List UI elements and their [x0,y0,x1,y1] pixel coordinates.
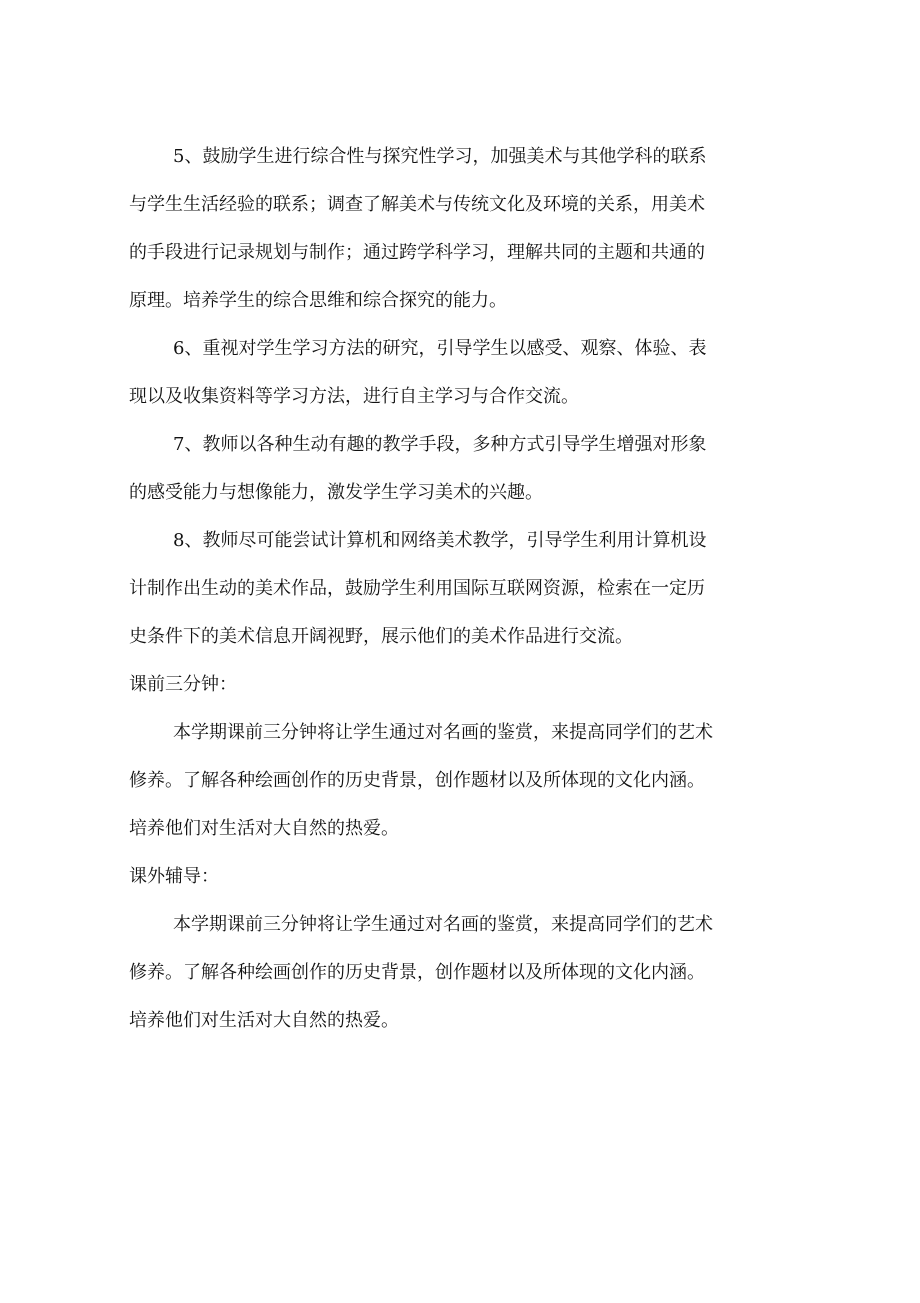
section-extracurricular [129,853,784,1045]
text-line: 本学期课前三分钟将让学生通过对名画的鉴赏，来提高同学们的艺术 [173,722,713,743]
text-line: 培养他们对生活对大自然的热爱。 [129,818,399,839]
text-line: 修养。了解各种绘画创作的历史背景，创作题材以及所体现的文化内涵。 [129,770,705,791]
text-line: 史条件下的美术信息开阔视野，展示他们的美术作品进行交流。 [129,626,633,647]
text-line: 的感受能力与想像能力，激发学生学习美术的兴趣。 [129,482,543,503]
text-line: 培养他们对生活对大自然的热爱。 [129,1010,399,1031]
text-line: 与学生生活经验的联系；调查了解美术与传统文化及环境的关系，用美术 [129,194,705,215]
paragraph-item-5 [129,133,784,325]
text-line: 现以及收集资料等学习方法，进行自主学习与合作交流。 [129,386,579,407]
paragraph-item-6 [129,325,784,421]
paragraph-item-8 [129,517,784,661]
text-line: 计制作出生动的美术作品，鼓励学生利用国际互联网资源，检索在一定历 [129,578,705,599]
text-line: 8、教师尽可能尝试计算机和网络美术教学，引导学生利用计算机设 [173,530,707,551]
section-pre-class [129,661,784,853]
text-line: 6、重视对学生学习方法的研究，引导学生以感受、观察、体验、表 [173,338,707,359]
text-line: 5、鼓励学生进行综合性与探究性学习，加强美术与其他学科的联系 [173,146,707,167]
text-line: 本学期课前三分钟将让学生通过对名画的鉴赏，来提高同学们的艺术 [173,914,713,935]
document-body [129,133,784,1045]
paragraph-item-7 [129,421,784,517]
text-line: 原理。培养学生的综合思维和综合探究的能力。 [129,290,507,311]
section-heading: 课前三分钟： [129,674,237,695]
section-heading: 课外辅导： [129,866,219,887]
text-line: 7、教师以各种生动有趣的教学手段，多种方式引导学生增强对形象 [173,434,707,455]
text-line: 的手段进行记录规划与制作；通过跨学科学习，理解共同的主题和共通的 [129,242,705,263]
text-line: 修养。了解各种绘画创作的历史背景，创作题材以及所体现的文化内涵。 [129,962,705,983]
